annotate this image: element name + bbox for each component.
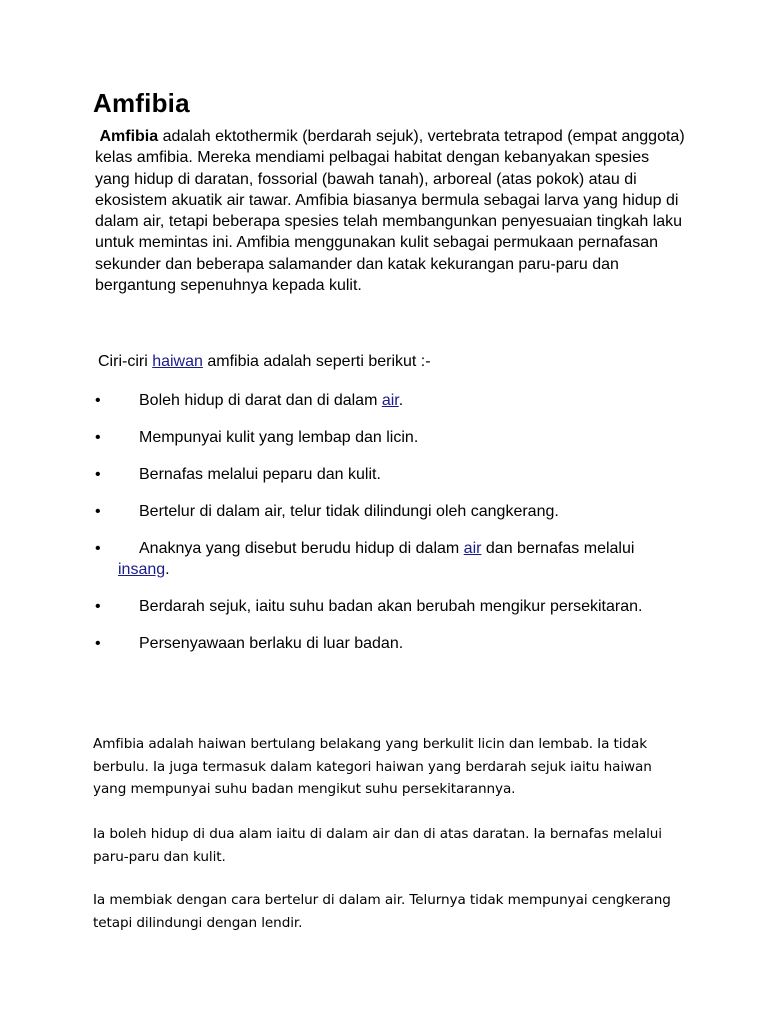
list-item	[0, 464, 678, 485]
characteristics-heading	[98, 351, 431, 372]
characteristics-list	[0, 390, 768, 670]
bullet-icon: •	[95, 392, 101, 409]
bullet-text: Mempunyai kulit yang lembap dan licin.	[139, 429, 419, 446]
intro-bold-term: Amfibia	[99, 128, 159, 145]
bullet-icon: •	[95, 598, 101, 615]
page-title: Amfibia	[93, 88, 190, 118]
intro-text: adalah ektothermik (berdarah sejuk), vertebrata tetrapod (empat anggota) kelas amfibia. Mereka mendiami pelbagai habitat dengan kebanyakan spesies yang hidup di daratan, fossorial (bawah tanah), arboreal (atas pokok) atau di ekosistem akuatik air tawar. Amfibia biasanya bermula sebagai larva yang hidup di dalam air, tetapi beberapa spesies telah membangunkan penyesuaian tingkah laku untuk memintas ini. Amfibia menggunakan kulit sebagai permukaan pernafasan sekunder dan beberapa salamander dan katak kekurangan paru-paru dan bergantung sepenuhnya kepada kulit.	[95, 128, 685, 295]
bullet-icon: •	[95, 635, 101, 652]
bullet-text: Persenyawaan berlaku di luar badan.	[139, 635, 404, 652]
ciri-before: Ciri-ciri	[98, 353, 153, 370]
body-paragraph: Ia boleh hidup di dua alam iaitu di dalam air dan di atas daratan. Ia bernafas melalui paru-paru dan kulit.	[93, 826, 662, 865]
intro-paragraph	[95, 126, 685, 296]
bullet-icon: •	[95, 466, 101, 483]
body-paragraph: Amfibia adalah haiwan bertulang belakang yang berkulit licin dan lembab. Ia tidak berbulu. Ia juga termasuk dalam kategori haiwan yang berdarah sejuk iaitu haiwan yang mempunyai suhu badan mengikut suhu persekitarannya.	[93, 736, 652, 797]
bullet-text: .	[165, 561, 170, 578]
bullet-icon: •	[95, 429, 101, 446]
body-paragraph: Ia membiak dengan cara bertelur di dalam air. Telurnya tidak mempunyai cengkerang tetapi dilindungi dengan lendir.	[93, 892, 671, 931]
list-item	[0, 596, 678, 617]
list-item	[0, 427, 678, 448]
haiwan-link[interactable]: haiwan	[152, 353, 203, 370]
ciri-after: amfibia adalah seperti berikut :-	[202, 353, 431, 370]
bullet-icon: •	[95, 540, 101, 557]
air-link[interactable]: air	[381, 392, 399, 409]
bullet-text: Anaknya yang disebut berudu hidup di dalam	[139, 540, 464, 557]
bullet-text: dan bernafas melalui	[481, 540, 635, 557]
bullet-text: Boleh hidup di darat dan di dalam	[139, 392, 382, 409]
bullet-text: .	[398, 392, 404, 409]
bullet-text: Bertelur di dalam air, telur tidak dilindungi oleh cangkerang.	[139, 503, 559, 520]
bullet-text: Berdarah sejuk, iaitu suhu badan akan berubah mengikur persekitaran.	[139, 598, 643, 615]
list-item	[0, 633, 678, 654]
list-item	[0, 501, 678, 522]
bullet-icon: •	[95, 503, 101, 520]
bullet-text: Bernafas melalui peparu dan kulit.	[139, 466, 381, 483]
list-item	[0, 390, 678, 411]
air-link[interactable]: air	[463, 540, 482, 557]
insang-link[interactable]: insang	[118, 561, 166, 578]
list-item	[0, 538, 678, 580]
